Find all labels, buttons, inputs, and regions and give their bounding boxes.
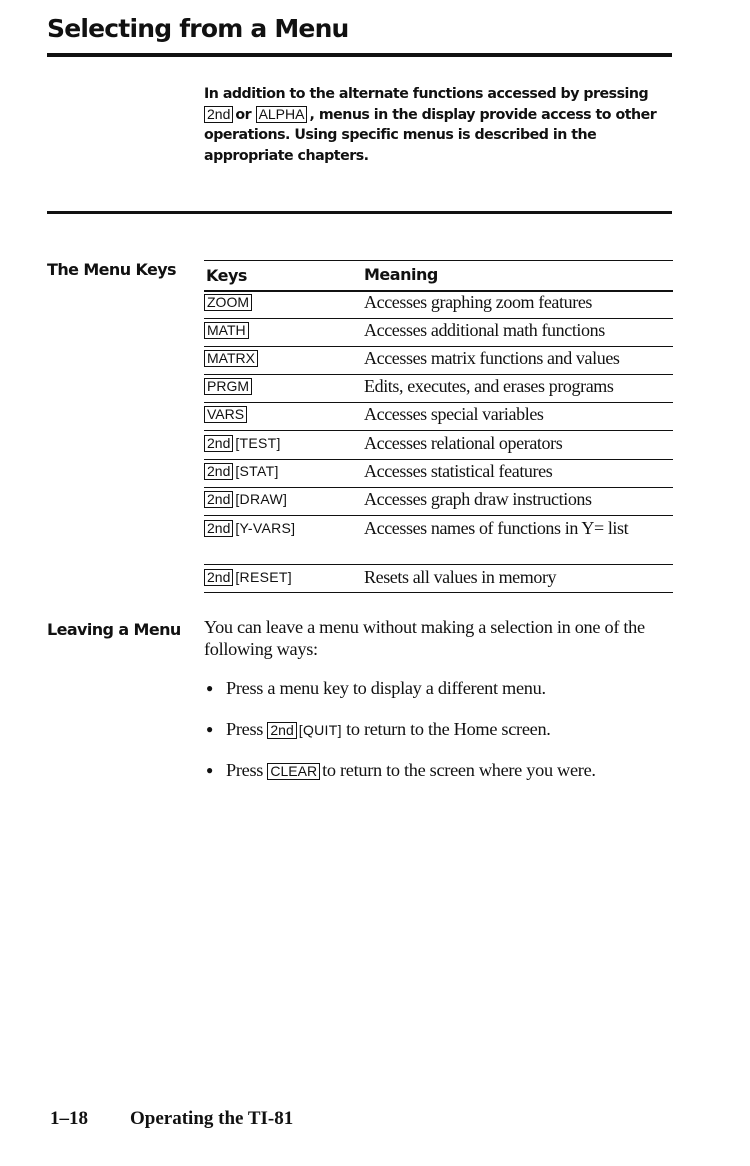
key-alpha: ALPHA bbox=[256, 106, 308, 123]
intro-text-2: , menus in the display provide access to other operations. Using specific menus is described in the appropriate chapters. bbox=[204, 106, 657, 164]
second-function-label: [RESET] bbox=[235, 569, 292, 585]
second-function-label: [TEST] bbox=[235, 435, 281, 451]
row-rule bbox=[204, 564, 673, 565]
title-rule bbox=[47, 53, 672, 57]
row-rule bbox=[204, 430, 673, 431]
key-math: MATH bbox=[204, 322, 249, 339]
key-matrx: MATRX bbox=[204, 350, 258, 367]
list-item bbox=[206, 718, 676, 741]
row-rule bbox=[204, 459, 673, 460]
key-2nd: 2nd bbox=[204, 463, 233, 480]
bullet-text-post: to return to the screen where you were. bbox=[322, 760, 596, 780]
leaving-menu-label: Leaving a Menu bbox=[47, 620, 181, 639]
second-function-label: [DRAW] bbox=[235, 491, 288, 507]
section-rule bbox=[47, 211, 672, 214]
row-rule bbox=[204, 346, 673, 347]
key-2nd: 2nd bbox=[204, 106, 233, 123]
key-2nd: 2nd bbox=[204, 520, 233, 537]
row-rule bbox=[204, 402, 673, 403]
key-2nd: 2nd bbox=[267, 722, 296, 739]
second-function-label: [Y-VARS] bbox=[235, 520, 296, 536]
list-item bbox=[206, 677, 676, 699]
key-2nd: 2nd bbox=[204, 491, 233, 508]
page-number: 1–18 bbox=[50, 1108, 88, 1129]
key-2nd: 2nd bbox=[204, 435, 233, 452]
bullet-icon: ● bbox=[206, 763, 213, 777]
row-rule bbox=[204, 487, 673, 488]
intro-paragraph bbox=[204, 84, 674, 166]
bullet-text: Press a menu key to display a different menu. bbox=[226, 678, 546, 698]
intro-or: or bbox=[235, 106, 252, 123]
key-clear: CLEAR bbox=[267, 763, 320, 780]
bullet-text-post: to return to the Home screen. bbox=[346, 719, 551, 739]
table-top-rule bbox=[204, 260, 673, 261]
second-function-label: [QUIT] bbox=[298, 722, 342, 738]
row-rule bbox=[204, 318, 673, 319]
bullet-icon: ● bbox=[206, 722, 213, 736]
key-prgm: PRGM bbox=[204, 378, 252, 395]
key-vars: VARS bbox=[204, 406, 247, 423]
header-keys: Keys bbox=[206, 266, 247, 285]
bullet-text-pre: Press bbox=[226, 719, 264, 739]
row-meaning: Accesses statistical features bbox=[364, 461, 553, 481]
row-meaning: Accesses graph draw instructions bbox=[364, 489, 592, 509]
intro-text-1: In addition to the alternate functions accessed by pressing bbox=[204, 86, 649, 102]
book-title: Operating the TI-81 bbox=[130, 1108, 294, 1129]
page-title: Selecting from a Menu bbox=[47, 14, 349, 43]
row-meaning: Accesses names of functions in Y= list bbox=[364, 518, 629, 538]
key-zoom: ZOOM bbox=[204, 294, 252, 311]
row-meaning: Accesses additional math functions bbox=[364, 320, 605, 340]
row-rule bbox=[204, 374, 673, 375]
row-meaning: Edits, executes, and erases programs bbox=[364, 376, 614, 396]
key-2nd: 2nd bbox=[204, 569, 233, 586]
second-function-label: [STAT] bbox=[235, 463, 279, 479]
list-item bbox=[206, 759, 676, 781]
row-meaning: Accesses special variables bbox=[364, 404, 544, 424]
row-meaning: Accesses matrix functions and values bbox=[364, 348, 620, 368]
menu-keys-label: The Menu Keys bbox=[47, 260, 176, 279]
bullet-text-pre: Press bbox=[226, 760, 264, 780]
row-meaning: Resets all values in memory bbox=[364, 567, 557, 587]
table-bottom-rule bbox=[204, 592, 673, 593]
leaving-paragraph: You can leave a menu without making a selection in one of the following ways: bbox=[204, 617, 645, 659]
row-meaning: Accesses graphing zoom features bbox=[364, 292, 593, 312]
bullet-icon: ● bbox=[206, 681, 213, 695]
row-meaning: Accesses relational operators bbox=[364, 433, 563, 453]
row-rule bbox=[204, 515, 673, 516]
header-meaning: Meaning bbox=[364, 265, 438, 284]
